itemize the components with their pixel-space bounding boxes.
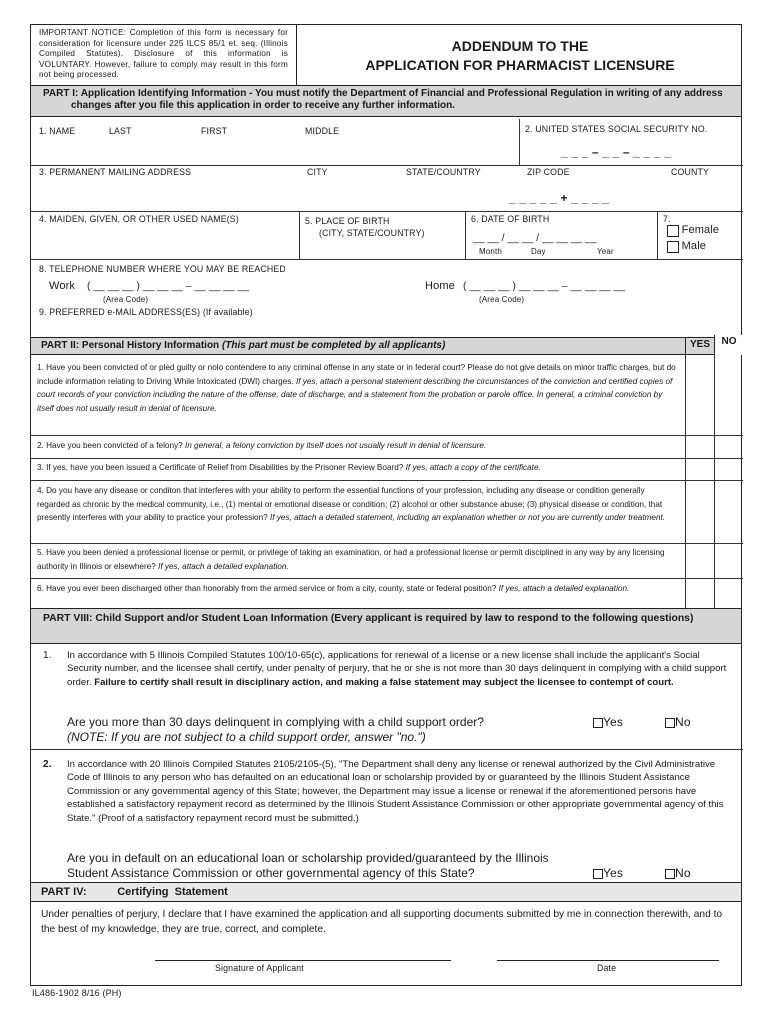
year-label: Year	[597, 247, 614, 256]
question-5-note: If yes, attach a detailed explanation.	[158, 561, 289, 571]
sex-label: 7.	[663, 214, 671, 224]
question-1-text: 1. Have you been convicted of or pled guilty or nolo contendere to any criminal offense in any state or in federal court? Please do not give details on minor traffic charges, but do include information relating to Driving While Intoxicated (DWI) charges.	[37, 363, 676, 386]
child-support-no-checkbox[interactable]	[665, 718, 675, 728]
city-label: CITY	[307, 167, 328, 177]
female-option[interactable]	[667, 224, 719, 237]
part8-paragraph-2: In accordance with 20 Illinois Compiled Statutes 2105/2105-(5), "The Department shall deny any license or renewal authorized by the Civil Administrative Code of Illinois to any person who has defaulted on an educational loan or scholarship provided by or guaranteed by the Illinois Student Assistance Commission or any governmental agency of this State; however, the Department may issue a license or renewal if the aforementioned persons have established a satisfactory repayment record as determined by the Illinois Student Assistance Commission or other appropriate governmental agency of this State." (Proof of a satisfactory repayment record must be submitted.)	[67, 759, 724, 824]
student-loan-yes[interactable]	[593, 866, 623, 880]
ssn-field[interactable]: _ _ _ – _ _ – _ _ _ _	[561, 145, 671, 159]
day-label: Day	[531, 247, 546, 256]
important-notice: IMPORTANT NOTICE: Completion of this form is necessary for consideration for licensure under 225 ILCS 85/1 et. seq. (Illinois Compiled Statutes). Disclosure of this information is VOLUNTARY. However, failure to comply may result in this form not being processed.	[31, 25, 297, 85]
student-loan-no[interactable]	[665, 866, 691, 880]
part2-title-note: (This part must be completed by all applicants)	[221, 340, 446, 351]
form-title	[297, 25, 743, 85]
student-loan-no-checkbox[interactable]	[665, 869, 675, 879]
student-loan-yes-checkbox[interactable]	[593, 869, 603, 879]
address-label: 3. PERMANENT MAILING ADDRESS	[39, 167, 192, 177]
work-phone-label: Work	[49, 280, 76, 292]
zip-field[interactable]: _ _ _ _ _ + _ _ _ _	[509, 191, 609, 205]
county-label: COUNTY	[671, 167, 710, 177]
question-6	[37, 582, 677, 596]
home-area-code-label: (Area Code)	[479, 295, 525, 304]
student-loan-yes-label: Yes	[603, 866, 624, 880]
maiden-name-label: 4. MAIDEN, GIVEN, OR OTHER USED NAME(S)	[39, 214, 239, 224]
child-support-yes-checkbox[interactable]	[593, 718, 603, 728]
question-2-text: 2. Have you been convicted of a felony?	[37, 441, 183, 450]
part4-header: PART IV: Certifying Statement	[31, 882, 741, 902]
first-name-label: FIRST	[201, 126, 228, 136]
work-area-code-label: (Area Code)	[103, 295, 149, 304]
female-label: Female	[681, 224, 720, 236]
male-option[interactable]	[667, 240, 706, 253]
male-label: Male	[681, 240, 707, 252]
question-5	[37, 546, 677, 573]
yes-column-header: YES	[685, 337, 714, 355]
part8-paragraph-1-text: In accordance with 5 Illinois Compiled Statutes 100/10-65(c), applications for renewal of a license or a new license shall include the applicant's Social Security number, and the licensee shall certify, under penalty of perjury, that he or she is not more than 30 days delinquent in complying with a child support order.	[67, 650, 727, 688]
part2-header	[31, 337, 741, 355]
female-checkbox[interactable]	[667, 225, 679, 237]
birth-place-label: 5. PLACE OF BIRTH	[305, 216, 390, 226]
question-2-note: In general, a felony conviction by itself does not usually result in denial of licensure.	[184, 441, 487, 450]
child-support-yes[interactable]	[593, 715, 623, 729]
part8-header: PART VIII: Child Support and/or Student Loan Information (Every applicant is required by law to respond to the following questions)	[31, 608, 741, 644]
work-phone-field[interactable]: ( __ __ __ ) __ __ __ – __ __ __ __	[87, 281, 250, 292]
child-support-yes-label: Yes	[603, 715, 624, 729]
male-checkbox[interactable]	[667, 241, 679, 253]
part8-paragraph-1	[67, 649, 733, 689]
name-label: 1. NAME	[39, 126, 76, 136]
form-frame	[30, 24, 742, 986]
home-phone-label: Home	[425, 280, 455, 292]
ssn-label: 2. UNITED STATES SOCIAL SECURITY NO.	[525, 124, 708, 134]
title-line1: ADDENDUM TO THE	[451, 38, 589, 54]
birth-place-sublabel: (CITY, STATE/COUNTRY)	[319, 228, 425, 238]
child-support-question: Are you more than 30 days delinquent in complying with a child support order?	[67, 715, 484, 729]
no-column-header: NO	[714, 335, 743, 355]
middle-name-label: MIDDLE	[305, 126, 340, 136]
question-3-note: If yes, attach a copy of the certificate.	[405, 463, 541, 472]
dob-field[interactable]: __ __ / __ __ / __ __ __ __	[473, 233, 597, 244]
question-6-text: 6. Have you ever been discharged other than honorably from the armed service or from a city, county, state or federal position?	[37, 584, 497, 593]
part8-paragraph-1-warning: Failure to certify shall result in disciplinary action, and making a false statement may subject the licensee to contempt of court.	[94, 676, 674, 688]
phone-label: 8. TELEPHONE NUMBER WHERE YOU MAY BE REACHED	[39, 264, 286, 274]
signature-line[interactable]	[155, 960, 451, 961]
question-2	[37, 439, 677, 453]
child-support-no[interactable]	[665, 715, 691, 729]
home-phone-field[interactable]: ( __ __ __ ) __ __ __ – __ __ __ __	[463, 281, 626, 292]
email-label: 9. PREFERRED e-MAIL ADDRESS(ES) (If available)	[39, 307, 253, 317]
question-6-note: If yes, attach a detailed explanation.	[498, 584, 630, 593]
child-support-no-label: No	[675, 715, 691, 729]
question-1-note: If yes, attach a personal statement describing the circumstances of the conviction and certified copies of court records of your conviction including the nature of the offense, date of discharge, and a statement from the probation or parole office. In general, a criminal conviction by itself does not usually result in denial of licensure.	[37, 376, 673, 413]
part8-item-1-number: 1.	[43, 650, 52, 661]
state-label: STATE/COUNTRY	[406, 167, 481, 177]
part8-item-2-number: 2.	[43, 759, 52, 770]
question-4	[37, 484, 677, 525]
question-3	[37, 461, 677, 475]
question-4-note: If yes, attach a detailed statement, including an explanation whether or not you are currently under treatment.	[270, 513, 666, 522]
date-label: Date	[597, 963, 617, 973]
zip-label: ZIP CODE	[527, 167, 570, 177]
last-name-label: LAST	[109, 126, 132, 136]
signature-label: Signature of Applicant	[215, 963, 304, 973]
student-loan-question-line1: Are you in default on an educational loan or scholarship provided/guaranteed by the Illinois	[67, 851, 549, 865]
question-1	[37, 361, 677, 415]
student-loan-question-line2: Student Assistance Commission or other governmental agency of this State?	[67, 866, 475, 880]
part2-title: PART II: Personal History Information	[41, 340, 220, 351]
part1-header: PART I: Application Identifying Information - You must notify the Department of Financial and Professional Regulation in writing of any address changes after you file this application in order to receive any further information.	[31, 85, 741, 117]
certification-text: Under penalties of perjury, I declare that I have examined the application and all supporting documents submitted by me in connection therewith, and to the best of my knowledge, they are true, correct, and complete.	[41, 909, 723, 935]
child-support-note: (NOTE: If you are not subject to a child support order, answer "no.")	[67, 730, 426, 744]
month-label: Month	[479, 247, 502, 256]
title-line2: APPLICATION FOR PHARMACIST LICENSURE	[365, 57, 675, 73]
question-3-text: 3. If yes, have you been issued a Certificate of Relief from Disabilities by the Prisoner Review Board?	[37, 463, 404, 472]
form-id: IL486-1902 8/16 (PH)	[32, 988, 122, 998]
question-4-text: 4. Do you have any disease or conditon that interferes with your ability to perform the essential functions of your profession, including any disease or condition generally regarded as chronic by the medical community, i.e., (1) mental or emotional disease or condition; (2) alcohol or other substance abuse; (3) physical disease or condition, that presently interferes with your ability to practice your profession?	[37, 486, 663, 522]
question-5-text: 5. Have you been denied a professional license or permit, or privilege of taking an examination, or had a professional license or permit disciplined in any way by any licensing authority in Illinois or elsewhere?	[37, 548, 665, 571]
date-line[interactable]	[497, 960, 719, 961]
student-loan-no-label: No	[675, 866, 691, 880]
dob-label: 6. DATE OF BIRTH	[471, 214, 550, 224]
